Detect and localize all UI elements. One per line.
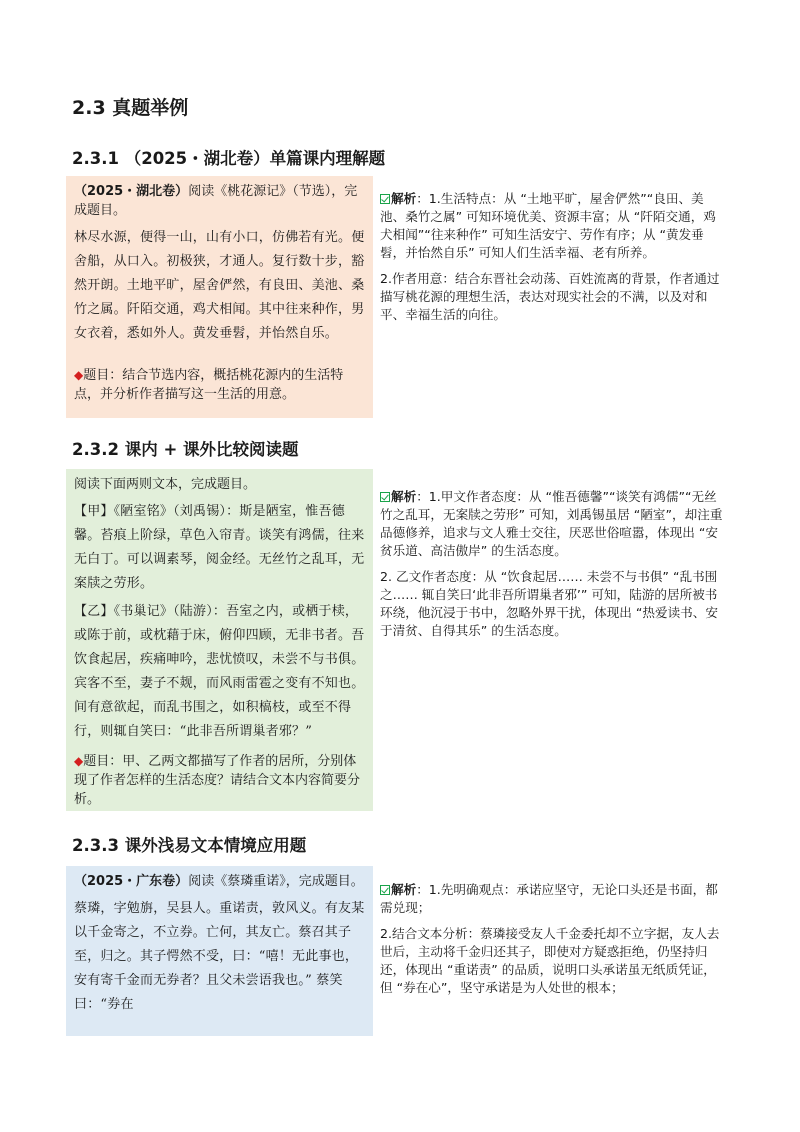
answer-label: 解析 xyxy=(391,882,417,897)
checkbox-icon xyxy=(380,194,390,204)
subsection-heading-3: 2.3.3 课外浅易文本情境应用题 xyxy=(72,836,307,855)
answer-point-2: 2.结合文本分析：蔡璘接受友人千金委托却不立字据，友人去世后，主动将千金归还其子，即使对方疑惑拒绝，仍坚持归还，体现出 “重诺责” 的品质，说明口头承诺虽无纸质凭证，但 “券在心”，坚守承诺是为人处世的根本； xyxy=(380,926,720,995)
diamond-icon: ◆ xyxy=(74,368,84,382)
question-prompt xyxy=(74,366,365,404)
answer-point-2: 2. 乙文作者态度：从 “饮食起居…… 未尝不与书俱” “乱书围之…… 辄自笑曰‘此非吾所谓巢者邪’” 可知，陆游的居所被书环绕，他沉浸于书中，忽略外界干扰，体现出 “热爱读书、安于清贫、自得其乐” 的生活态度。 xyxy=(380,569,718,638)
passage-jia: 【甲】《陋室铭》（刘禹锡）：斯是陋室，惟吾德馨。苔痕上阶绿，草色入帘青。谈笑有鸿儒，往来无白丁。可以调素琴，阅金经。无丝竹之乱耳，无案牍之劳形。 xyxy=(74,504,365,591)
question-intro: 阅读下面两则文本，完成题目。 xyxy=(74,477,257,492)
exam-source: （2025・广东卷） xyxy=(74,874,189,889)
answer-label: 解析 xyxy=(391,191,417,206)
question-prompt xyxy=(74,752,365,809)
answer-text: ：1.生活特点：从 “土地平旷，屋舍俨然”“良田、美池、桑竹之属” 可知环境优美、资源丰富；从 “阡陌交通，鸡犬相闻”“往来种作” 可知生活安宁、劳作有序；从 “黄发垂髫，并怡然自乐” 可知人们生活幸福、老有所养。 xyxy=(380,191,716,260)
question-box-1 xyxy=(66,176,373,418)
question-box-3 xyxy=(66,866,373,1036)
answer-point-1 xyxy=(380,488,726,560)
question-box-2 xyxy=(66,469,373,811)
question-text: 题目：甲、乙两文都描写了作者的居所，分别体现了作者怎样的生活态度？请结合文本内容简要分析。 xyxy=(74,754,361,807)
subsection-heading-1: 2.3.1 （2025・湖北卷）单篇课内理解题 xyxy=(72,149,386,168)
passage-yi: 【乙】《书巢记》（陆游）：吾室之内，或栖于椟，或陈于前，或枕藉于床，俯仰四顾，无非书者。吾饮食起居，疾痛呻吟，悲忧愤叹，未尝不与书俱。宾客不至，妻子不觌，而风雨雷雹之变有不知也。间有意欲起，而乱书围之，如积槁枝，或至不得行，则辄自笑曰：“此非吾所谓巢者邪？” xyxy=(74,604,365,739)
intro-text: 阅读《蔡璘重诺》，完成题目。 xyxy=(188,874,364,889)
answer-text: ：1.甲文作者态度：从 “惟吾德馨”“谈笑有鸿儒”“无丝竹之乱耳，无案牍之劳形” 可知，刘禹锡虽居 “陋室”，却注重品德修养，追求与文人雅士交往，厌恶世俗喧嚣，体现出 “安贫乐道、高洁傲岸” 的生活态度。 xyxy=(380,489,723,558)
subsection-heading-2: 2.3.2 课内 + 课外比较阅读题 xyxy=(72,440,299,459)
classical-passage: 蔡璘，字勉旃，吴县人。重诺责，敦风义。有友某以千金寄之，不立券。亡何，其友亡。蔡召其子至，归之。其子愕然不受，曰：“嘻！无此事也，安有寄千金而无券者？且父未尝语我也。” 蔡笑曰：“券在 xyxy=(74,901,365,1012)
answer-point-1 xyxy=(380,881,726,917)
classical-passage: 林尽水源，便得一山，山有小口，仿佛若有光。便舍船，从口入。初极狭，才通人。复行数十步，豁然开朗。土地平旷，屋舍俨然，有良田、美池、桑竹之属。阡陌交通，鸡犬相闻。其中往来种作，男女衣着，悉如外人。黄发垂髫，并怡然自乐。 xyxy=(74,230,365,341)
question-intro xyxy=(74,872,365,891)
answer-text: ：1.先明确观点：承诺应坚守，无论口头还是书面，都需兑现； xyxy=(380,882,718,915)
section-title: 2.3 真题举例 xyxy=(72,97,189,119)
answer-block-3 xyxy=(380,881,726,997)
answer-point-2: 2.作者用意：结合东晋社会动荡、百姓流离的背景，作者通过描写桃花源的理想生活，表达对现实社会的不满，以及对和平、幸福生活的向往。 xyxy=(380,271,720,322)
answer-block-1 xyxy=(380,190,726,324)
diamond-icon: ◆ xyxy=(74,754,84,768)
checkbox-icon xyxy=(380,492,390,502)
exam-source: （2025・湖北卷） xyxy=(74,184,189,199)
answer-label: 解析 xyxy=(391,489,417,504)
answer-point-1 xyxy=(380,190,726,262)
answer-block-2 xyxy=(380,488,726,640)
intro-text: 阅读《桃花源记》（节选），完成题目。 xyxy=(74,184,358,218)
checkbox-icon xyxy=(380,885,390,895)
question-text: 题目：结合节选内容，概括桃花源内的生活特点，并分析作者描写这一生活的用意。 xyxy=(74,368,344,402)
question-intro xyxy=(74,182,365,220)
